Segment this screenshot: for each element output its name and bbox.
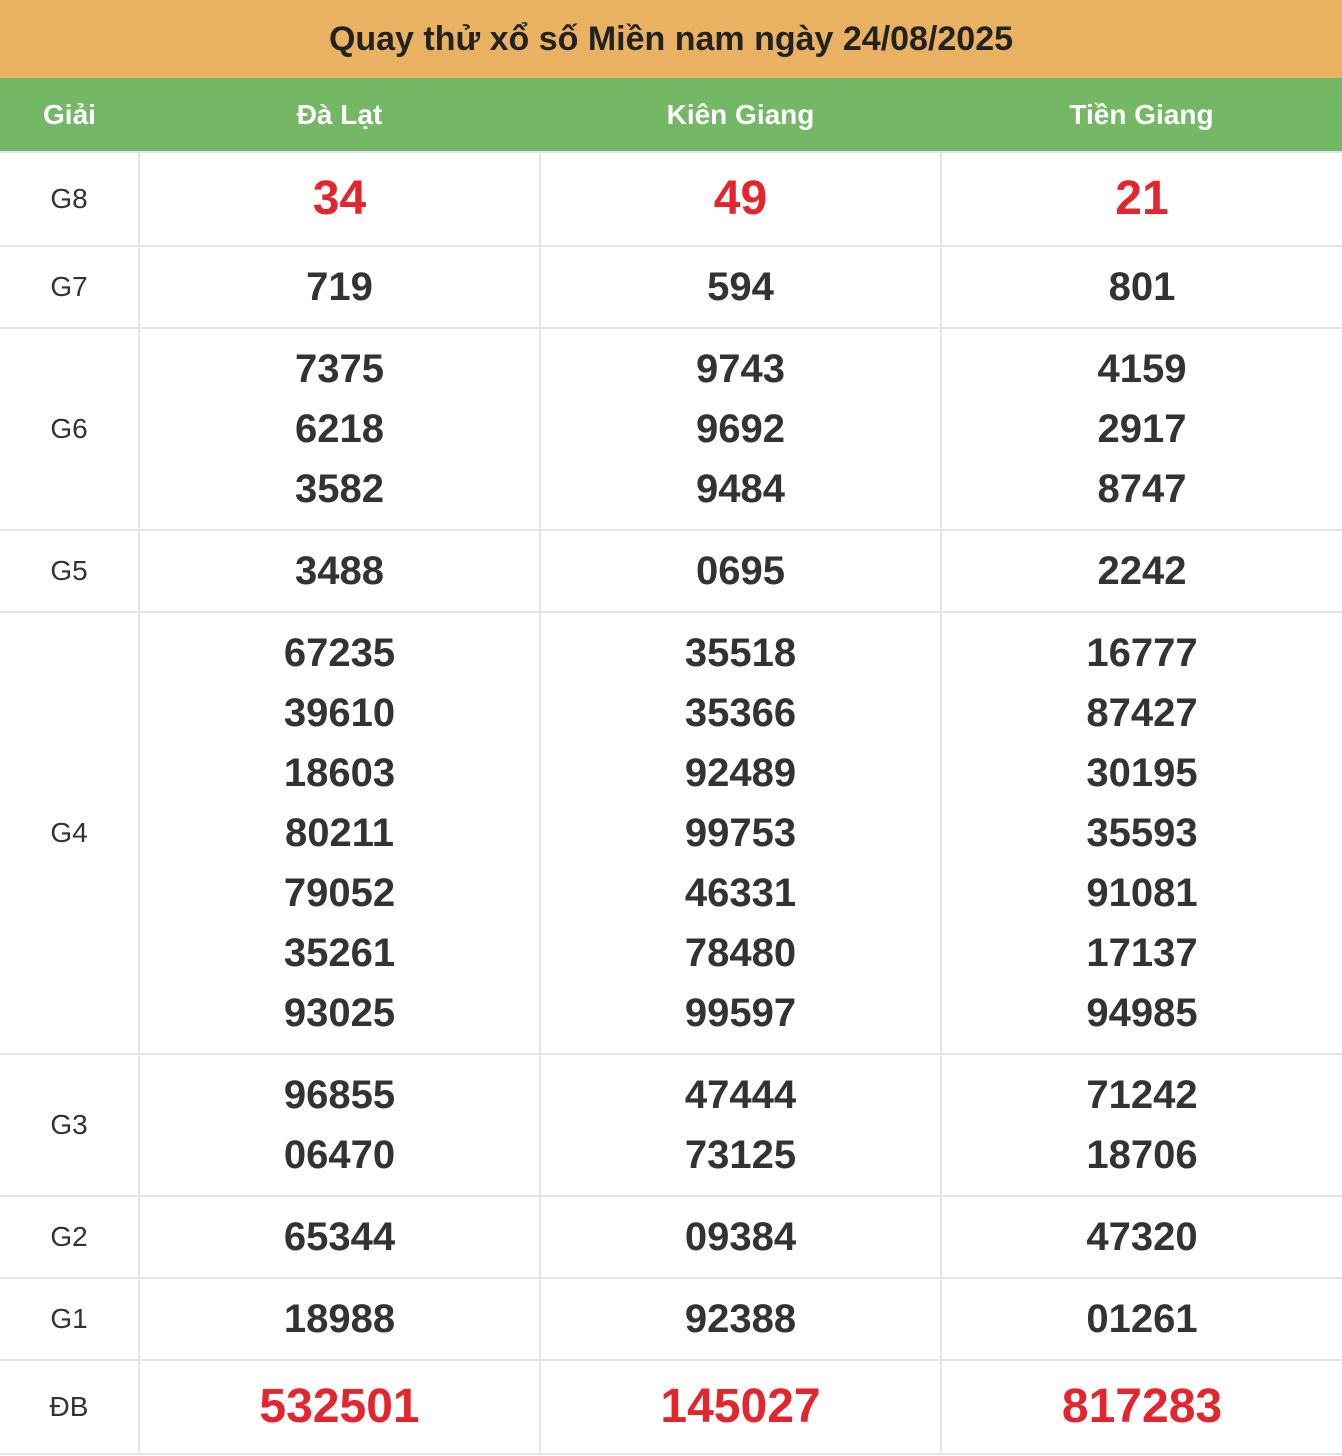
result-number: 35593 [1086, 811, 1198, 855]
result-number: 594 [707, 265, 774, 309]
result-cell [540, 1054, 941, 1196]
result-cell [139, 328, 540, 530]
table-row [0, 1054, 1342, 1196]
prize-label: ĐB [0, 1360, 139, 1454]
result-cell [139, 246, 540, 328]
result-number: 46331 [684, 871, 797, 915]
result-number: 80211 [284, 811, 395, 855]
result-number: 145027 [660, 1380, 821, 1433]
result-number: 87427 [1086, 691, 1198, 735]
table-header [0, 78, 1342, 152]
header-prize: Giải [0, 78, 139, 152]
result-number: 35261 [283, 931, 396, 975]
result-cell [139, 530, 540, 612]
table-row [0, 246, 1342, 328]
result-number: 17137 [1086, 931, 1198, 975]
result-number: 99753 [684, 811, 797, 855]
result-number: 817283 [1061, 1380, 1223, 1433]
result-number: 92489 [684, 751, 797, 795]
table-row [0, 1360, 1342, 1454]
result-cell [540, 612, 941, 1054]
result-cell [941, 246, 1342, 328]
result-number: 532501 [259, 1380, 420, 1433]
page-title: Quay thử xổ số Miền nam ngày 24/08/2025 [0, 0, 1342, 78]
table-row [0, 1196, 1342, 1278]
result-number: 719 [306, 265, 373, 309]
result-number: 78480 [684, 931, 797, 975]
result-cell [540, 1278, 941, 1360]
prize-label: G5 [0, 530, 139, 612]
prize-label: G1 [0, 1278, 139, 1360]
result-cell [139, 1054, 540, 1196]
result-number: 94985 [1086, 991, 1198, 1035]
result-number: 47320 [1086, 1215, 1198, 1259]
header-province[interactable]: Kiên Giang [540, 78, 941, 152]
result-number: 4159 [1097, 347, 1187, 391]
result-cell [540, 1360, 941, 1454]
result-number: 30195 [1086, 751, 1198, 795]
result-number: 71242 [1086, 1073, 1198, 1117]
prize-label: G3 [0, 1054, 139, 1196]
prize-label: G4 [0, 612, 139, 1054]
result-number: 3488 [295, 549, 384, 593]
result-cell [540, 246, 941, 328]
table-body [0, 152, 1342, 1454]
result-cell [139, 612, 540, 1054]
result-number: 9692 [696, 407, 785, 451]
prize-label: G6 [0, 328, 139, 530]
result-cell [941, 328, 1342, 530]
result-cell [540, 1196, 941, 1278]
result-number: 8747 [1097, 467, 1187, 511]
result-number: 96855 [283, 1073, 396, 1117]
result-number: 09384 [684, 1215, 797, 1259]
result-cell [941, 1360, 1342, 1454]
result-number: 35518 [684, 631, 797, 675]
result-cell [139, 1278, 540, 1360]
result-number: 35366 [684, 691, 797, 735]
result-cell [540, 152, 941, 246]
prize-label: G7 [0, 246, 139, 328]
result-cell [941, 612, 1342, 1054]
result-number: 0695 [696, 549, 785, 593]
result-number: 2917 [1097, 407, 1187, 451]
result-number: 3582 [295, 467, 384, 511]
result-number: 67235 [283, 631, 396, 675]
result-number: 01261 [1086, 1297, 1198, 1341]
table-row [0, 328, 1342, 530]
result-cell [540, 530, 941, 612]
result-number: 65344 [283, 1215, 396, 1259]
result-cell [941, 152, 1342, 246]
result-number: 91081 [1086, 871, 1198, 915]
result-number: 7375 [295, 347, 384, 391]
table-row [0, 530, 1342, 612]
result-cell [941, 530, 1342, 612]
result-number: 18603 [283, 751, 396, 795]
table-row [0, 612, 1342, 1054]
result-number: 9743 [696, 347, 785, 391]
results-table [0, 78, 1342, 1455]
result-number: 47444 [684, 1073, 797, 1117]
result-number: 93025 [283, 991, 396, 1035]
result-number: 99597 [684, 991, 797, 1035]
header-province[interactable]: Tiền Giang [941, 78, 1342, 152]
result-number: 79052 [283, 871, 396, 915]
result-cell [941, 1196, 1342, 1278]
result-number: 06470 [283, 1133, 396, 1177]
result-number: 92388 [684, 1297, 797, 1341]
prize-label: G2 [0, 1196, 139, 1278]
result-cell [540, 328, 941, 530]
result-cell [139, 152, 540, 246]
result-number: 6218 [295, 407, 384, 451]
table-row [0, 152, 1342, 246]
result-number: 16777 [1086, 631, 1198, 675]
prize-label: G8 [0, 152, 139, 246]
result-number: 21 [1115, 172, 1169, 225]
result-number: 801 [1108, 265, 1176, 309]
result-cell [139, 1196, 540, 1278]
result-number: 73125 [684, 1133, 797, 1177]
result-cell [139, 1360, 540, 1454]
result-number: 2242 [1097, 549, 1187, 593]
result-number: 39610 [283, 691, 396, 735]
table-row [0, 1278, 1342, 1360]
result-cell [941, 1054, 1342, 1196]
result-number: 9484 [696, 467, 785, 511]
header-province[interactable]: Đà Lạt [139, 78, 540, 152]
result-number: 18706 [1086, 1133, 1198, 1177]
result-number: 34 [312, 172, 367, 225]
result-number: 18988 [283, 1297, 396, 1341]
result-number: 49 [713, 172, 768, 225]
result-cell [941, 1278, 1342, 1360]
